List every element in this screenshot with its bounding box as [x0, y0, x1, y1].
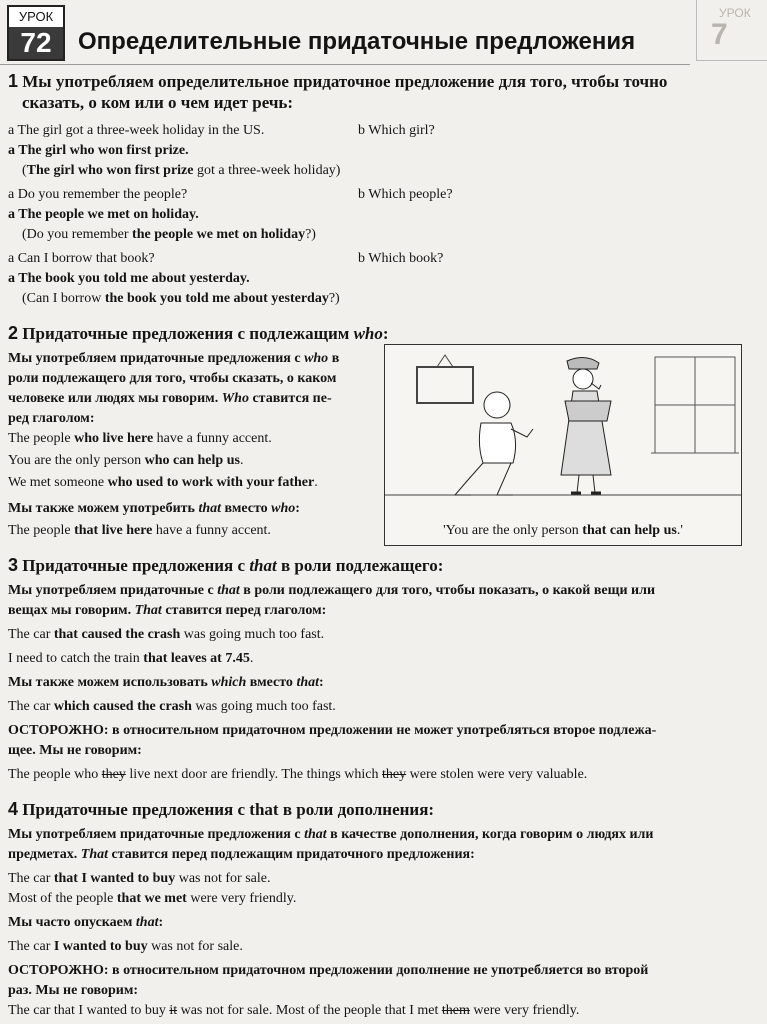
example-line: b Which people?	[358, 187, 453, 202]
example-line: The car that caused the crash was going much too fast.	[8, 627, 325, 642]
section-3-heading: 3 Придаточные предложения с that в роли подлежащего:	[8, 555, 444, 575]
page-title: Определительные придаточные предложения	[78, 28, 636, 55]
section-2-heading: 2 Придаточные предложения с подлежащим who:	[8, 323, 389, 343]
example-line: b Which girl?	[358, 123, 435, 138]
example-line: a The girl got a three-week holiday in the US.	[8, 123, 265, 138]
example-line: b Which book?	[358, 251, 444, 266]
rule-text: человеке или людях мы говорим. Who ставится пе-	[8, 391, 332, 406]
example-line: The people who they live next door are friendly. The things which they were stolen were very valuable.	[8, 767, 588, 782]
lesson-label: УРОК	[9, 7, 63, 27]
illustration	[384, 344, 742, 546]
illustration-caption: 'You are the only person that can help us.'	[443, 523, 683, 538]
kneeling-man-icon	[455, 392, 533, 495]
wall-picture-icon	[417, 355, 473, 403]
lesson-badge	[7, 5, 65, 61]
rule-text: Мы часто опускаем that:	[8, 915, 164, 930]
window-icon	[651, 357, 739, 453]
section-1-heading-cont: сказать, о ком или о чем идет речь:	[22, 93, 294, 112]
example-line: The people that live here have a funny accent.	[8, 523, 271, 538]
rule-text: Мы употребляем придаточные с that в роли подлежащего для того, чтобы показать, о какой вещи или	[8, 583, 656, 598]
example-line: Most of the people that we met were very friendly.	[8, 891, 297, 906]
warning-text: щее. Мы не говорим:	[8, 743, 142, 758]
section-4-heading: 4 Придаточные предложения с that в роли дополнения:	[8, 799, 435, 819]
example-line: (Do you remember the people we met on holiday?)	[22, 227, 316, 242]
warning-text: ОСТОРОЖНО: в относительном придаточном предложении дополнение не употребляется во второй	[8, 963, 649, 978]
rule-text: ред глаголом:	[8, 411, 95, 426]
header-divider	[0, 64, 690, 65]
rule-text: предметах. That ставится перед подлежащим придаточного предложения:	[8, 847, 475, 862]
detective-icon	[561, 357, 611, 493]
example-line: a The book you told me about yesterday.	[8, 271, 250, 286]
example-line: The car which caused the crash was going much too fast.	[8, 699, 336, 714]
rule-text: Мы употребляем придаточные предложения с that в качестве дополнения, когда говорим о людях или	[8, 827, 654, 842]
rule-text: вещах мы говорим. That ставится перед глаголом:	[8, 603, 327, 618]
example-line: a Do you remember the people?	[8, 187, 188, 202]
example-line: You are the only person who can help us.	[8, 453, 244, 468]
rule-text: роли подлежащего для того, чтобы сказать, о каком	[8, 371, 337, 386]
lesson-number: 72	[9, 27, 63, 59]
rule-text: Мы употребляем придаточные предложения с who в	[8, 351, 340, 366]
adjacent-page-edge: УРОК 7	[696, 0, 767, 61]
rule-text: Мы также можем использовать which вместо that:	[8, 675, 324, 690]
example-line: a Can I borrow that book?	[8, 251, 155, 266]
example-line: The car that I wanted to buy it was not for sale. Most of the people that I met them were very friendly.	[8, 1003, 580, 1018]
warning-text: ОСТОРОЖНО: в относительном придаточном предложении не может употребляться второе подлежа-	[8, 723, 657, 738]
example-line: a The people we met on holiday.	[8, 207, 199, 222]
example-line: The car that I wanted to buy was not for sale.	[8, 871, 271, 886]
example-line: I need to catch the train that leaves at 7.45.	[8, 651, 254, 666]
warning-text: раз. Мы не говорим:	[8, 983, 139, 998]
example-line: The car I wanted to buy was not for sale.	[8, 939, 243, 954]
cartoon-scene	[385, 345, 741, 521]
example-line: a The girl who won first prize.	[8, 143, 189, 158]
example-line: The people who live here have a funny accent.	[8, 431, 272, 446]
section-1-heading: 1 Мы употребляем определительное придаточное предложение для того, чтобы точно	[8, 71, 668, 91]
rule-text: Мы также можем употребить that вместо who:	[8, 501, 300, 516]
example-line: (Can I borrow the book you told me about yesterday?)	[22, 291, 340, 306]
example-line: (The girl who won first prize got a three-week holiday)	[22, 163, 341, 178]
example-line: We met someone who used to work with your father.	[8, 475, 318, 490]
